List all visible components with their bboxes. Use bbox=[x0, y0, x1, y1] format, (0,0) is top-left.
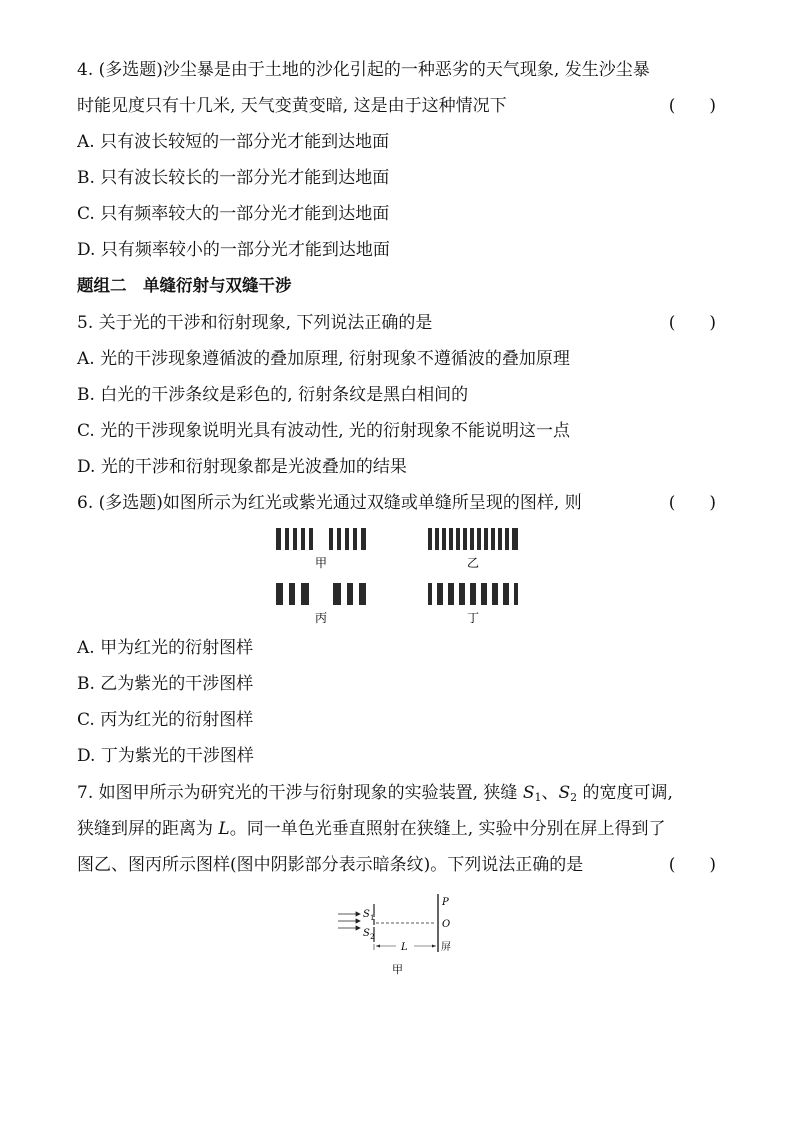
q5-option-c: C. 光的干涉现象说明光具有波动性, 光的衍射现象不能说明这一点 bbox=[77, 421, 571, 441]
s1-label: S bbox=[363, 909, 370, 920]
q5-option-b: B. 白光的干涉条纹是彩色的, 衍射条纹是黑白相间的 bbox=[77, 385, 469, 405]
s2-sub-label: 2 bbox=[370, 933, 375, 941]
q7-stem-line3 bbox=[77, 855, 716, 875]
q7-sep: 、 bbox=[541, 783, 559, 803]
s2-label: S bbox=[363, 928, 370, 939]
screen-label: 屏 bbox=[441, 942, 451, 953]
q5-stem bbox=[77, 313, 716, 333]
q6-stem bbox=[77, 493, 716, 513]
q4-option-d: D. 只有频率较小的一部分光才能到达地面 bbox=[77, 240, 390, 260]
incident-light-arrows bbox=[338, 912, 360, 930]
q4-stem-line2-text: 时能见度只有十几米, 天气变黄变暗, 这是由于这种情况下 bbox=[77, 96, 507, 116]
label-jia: 甲 bbox=[314, 556, 328, 570]
q4-stem-line2 bbox=[77, 96, 716, 116]
q4-option-b: B. 只有波长较长的一部分光才能到达地面 bbox=[77, 168, 390, 188]
q7-answer-blank: ( ) bbox=[668, 855, 716, 875]
q7-s1-symbol: S bbox=[522, 783, 535, 803]
q5-option-a: A. 光的干涉现象遵循波的叠加原理, 衍射现象不遵循波的叠加原理 bbox=[77, 349, 570, 369]
q4-option-a: A. 只有波长较短的一部分光才能到达地面 bbox=[77, 132, 390, 152]
label-bing: 丙 bbox=[314, 611, 328, 625]
q5-option-d: D. 光的干涉和衍射现象都是光波叠加的结果 bbox=[77, 457, 407, 477]
label-ding: 丁 bbox=[466, 611, 480, 625]
q6-stem-text: 6. (多选题)如图所示为红光或紫光通过双缝或单缝所呈现的图样, 则 bbox=[77, 493, 582, 513]
l-label: L bbox=[401, 942, 408, 953]
q7-stem-line2 bbox=[77, 819, 716, 839]
q7-s2-sub: 2 bbox=[570, 791, 578, 804]
q6-option-a: A. 甲为红光的衍射图样 bbox=[77, 638, 254, 658]
q6-fringe-figure bbox=[270, 525, 530, 630]
fringe-pattern-ding bbox=[428, 583, 518, 605]
q7-line2-a: 狭缝到屏的距离为 bbox=[77, 819, 219, 839]
q7-stem-line1 bbox=[77, 783, 716, 808]
figure-caption-jia: 甲 bbox=[392, 963, 403, 976]
q4-option-c: C. 只有频率较大的一部分光才能到达地面 bbox=[77, 204, 390, 224]
q4-stem-line1: 4. (多选题)沙尘暴是由于土地的沙化引起的一种恶劣的天气现象, 发生沙尘暴 bbox=[77, 60, 650, 80]
s1-sub-label: 1 bbox=[370, 914, 375, 922]
q7-apparatus-figure bbox=[330, 890, 470, 980]
q7-line1-a: 7. 如图甲所示为研究光的干涉与衍射现象的实验装置, 狭缝 bbox=[77, 783, 523, 803]
fringe-pattern-jia bbox=[276, 528, 366, 550]
q6-option-d: D. 丁为紫光的干涉图样 bbox=[77, 746, 254, 766]
group2-heading: 题组二 单缝衍射与双缝干涉 bbox=[77, 276, 292, 295]
q7-s1-sub: 1 bbox=[534, 791, 542, 804]
q6-option-b: B. 乙为紫光的干涉图样 bbox=[77, 674, 254, 694]
q7-line3-text: 图乙、图丙所示图样(图中阴影部分表示暗条纹)。下列说法正确的是 bbox=[77, 855, 584, 875]
fringe-pattern-yi bbox=[428, 528, 518, 550]
fringe-pattern-bing bbox=[276, 583, 366, 605]
q7-s2-symbol: S bbox=[558, 783, 571, 803]
q7-line1-b: 的宽度可调, bbox=[577, 783, 673, 803]
q6-option-c: C. 丙为红光的衍射图样 bbox=[77, 710, 254, 730]
p-label: P bbox=[442, 897, 449, 908]
q7-line2-b: 。同一单色光垂直照射在狭缝上, 实验中分别在屏上得到了 bbox=[229, 819, 666, 839]
q5-stem-text: 5. 关于光的干涉和衍射现象, 下列说法正确的是 bbox=[77, 313, 433, 333]
q5-answer-blank: ( ) bbox=[668, 313, 716, 333]
o-label: O bbox=[442, 919, 451, 930]
q7-L-symbol: L bbox=[218, 819, 230, 839]
q4-answer-blank: ( ) bbox=[668, 96, 716, 116]
label-yi: 乙 bbox=[466, 556, 480, 570]
q6-answer-blank: ( ) bbox=[668, 493, 716, 513]
